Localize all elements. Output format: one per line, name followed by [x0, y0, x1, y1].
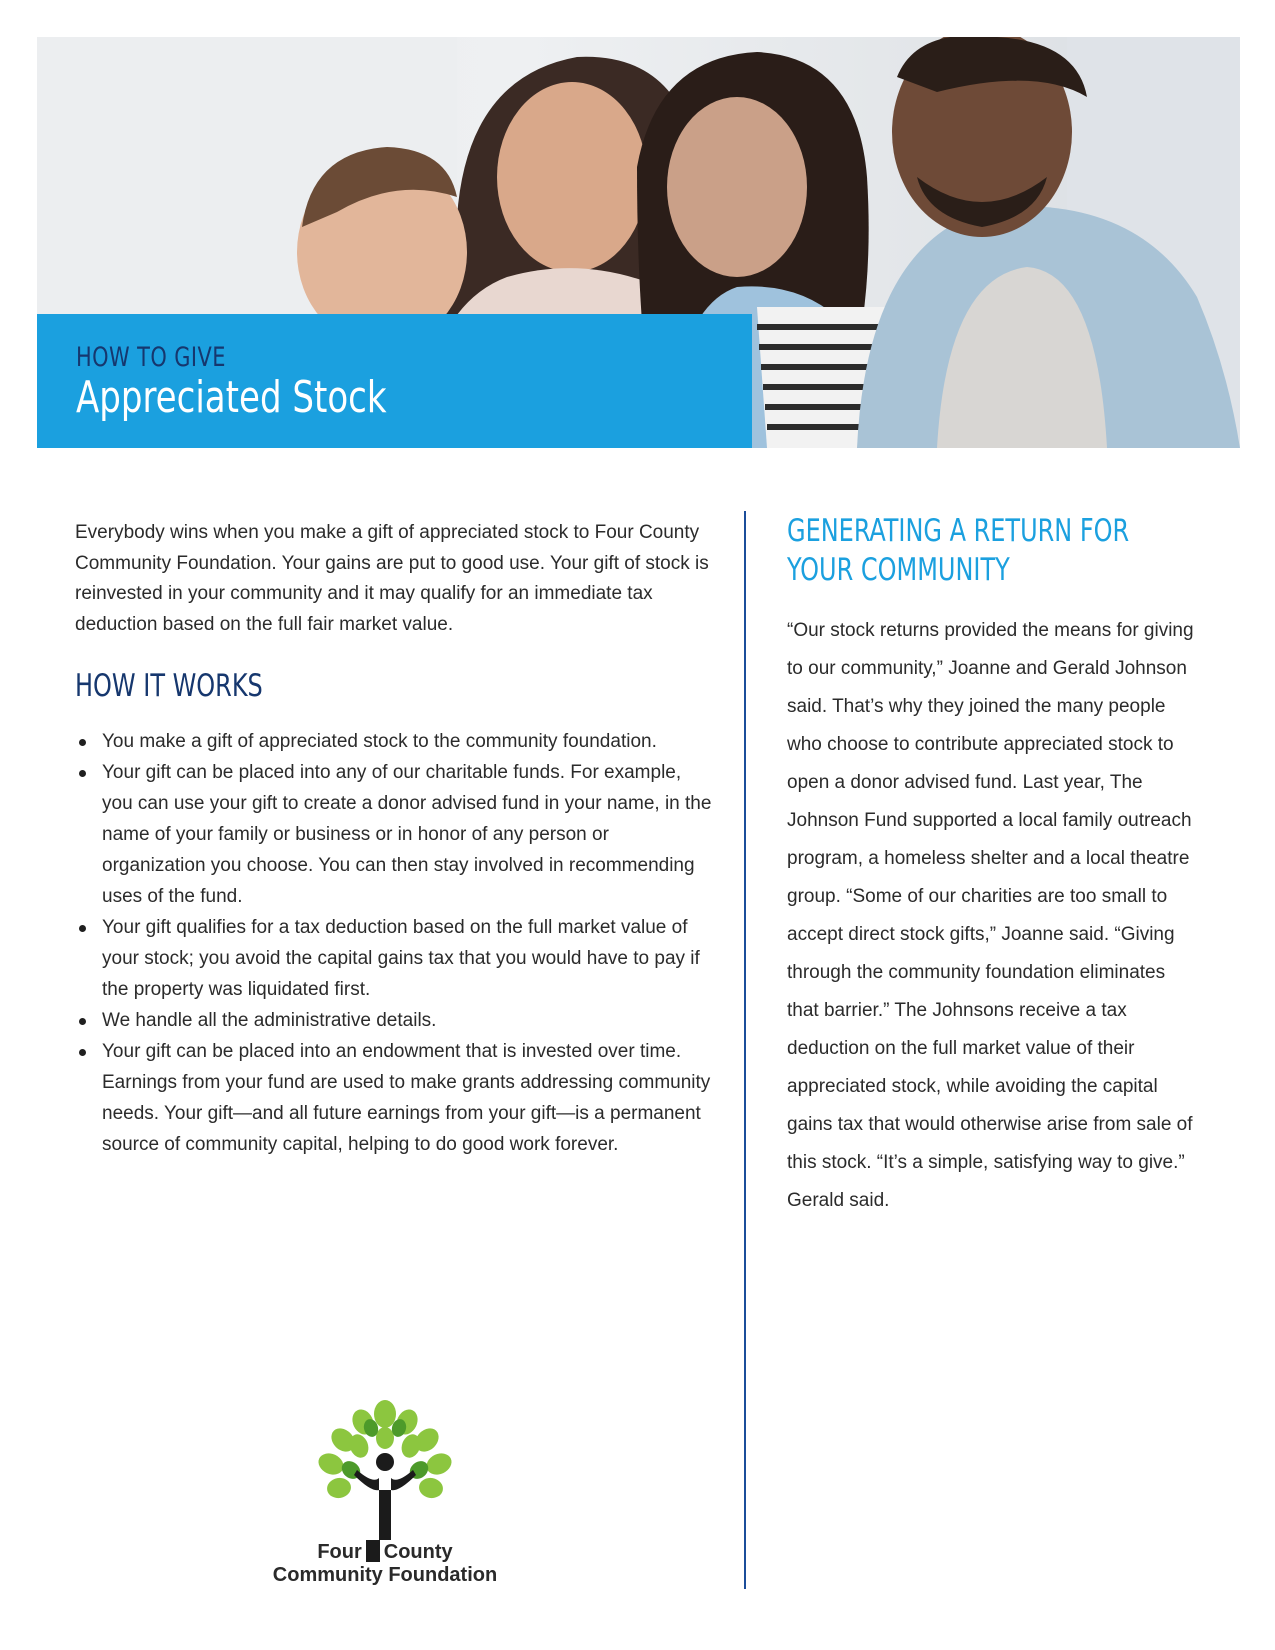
right-column: [787, 512, 1197, 1220]
johnson-story: “Our stock returns provided the means for giving to our community,” Joanne and Gerald Johnson said. That’s why they joined the many people who choose to contribute appreciated stock to open a donor advised fund. Last year, The Johnson Fund supported a local family outreach program, a homeless shelter and a local theatre group. “Some of our charities are too small to accept direct stock gifts,” Joanne said. “Giving through the community foundation eliminates that barrier.” The Johnsons receive a tax deduction on the full market value of their appreciated stock, while avoiding the capital gains tax that would otherwise arise from sale of this stock. “It’s a simple, satisfying way to give.” Gerald said.: [787, 620, 1194, 1211]
bullet-icon: [79, 925, 86, 932]
logo-text-line2: Community Foundation: [272, 1564, 498, 1586]
column-divider: [744, 511, 746, 1589]
list-item-text: We handle all the administrative details.: [102, 1010, 437, 1031]
list-item: [75, 1036, 715, 1160]
list-item: [75, 912, 715, 1005]
return-heading: GENERATING A RETURN FOR YOUR COMMUNITY: [787, 513, 1130, 588]
bullet-icon: [79, 1018, 86, 1025]
tree-logo-icon: [313, 1400, 457, 1540]
intro-paragraph: Everybody wins when you make a gift of appreciated stock to Four County Community Foundation. Your gains are put to good use. Your gift of stock is reinvested in your community and it may qualify for an immediate tax deduction based on the full fair market value.: [75, 522, 709, 635]
logo-text-line1: [265, 1540, 505, 1564]
section-kicker: HOW TO GIVE: [76, 342, 226, 373]
bullet-icon: [79, 770, 86, 777]
list-item-text: Your gift can be placed into an endowment that is invested over time. Earnings from your fund are used to make grants addressing community needs. Your gift—and all future earnings from your gift—is a permanent source of community capital, helping to do good work forever.: [102, 1041, 711, 1155]
logo-word-four: Four: [317, 1541, 362, 1563]
logo-trunk-mark: [366, 1540, 380, 1562]
page-title: Appreciated Stock: [76, 372, 387, 423]
how-it-works-heading: HOW IT WORKS: [75, 668, 263, 704]
how-it-works-list: [75, 726, 715, 1160]
list-item: [75, 757, 715, 912]
list-item-text: Your gift can be placed into any of our charitable funds. For example, you can use your gift to create a donor advised fund in your name, in the name of your family or business or in honor of any person or organization you choose. You can then stay involved in recommending uses of the fund.: [102, 762, 712, 907]
logo-word-county: County: [383, 1541, 453, 1563]
list-item: [75, 1005, 715, 1036]
title-band: [37, 314, 752, 448]
bullet-icon: [79, 1049, 86, 1056]
list-item-text: You make a gift of appreciated stock to the community foundation.: [102, 731, 657, 752]
left-column: [75, 518, 715, 1160]
bullet-icon: [79, 739, 86, 746]
list-item-text: Your gift qualifies for a tax deduction based on the full market value of your stock; you avoid the capital gains tax that you would have to pay if the property was liquidated first.: [102, 917, 700, 1000]
list-item: [75, 726, 715, 757]
foundation-logo: [265, 1400, 505, 1590]
